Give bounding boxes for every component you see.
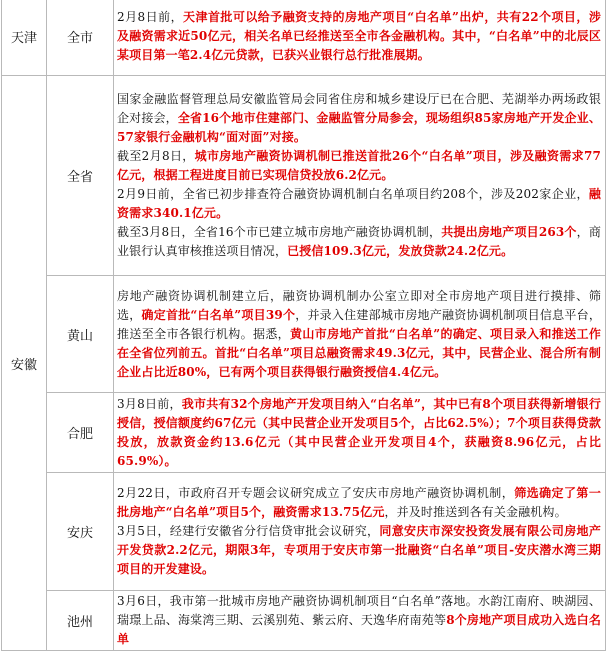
content-paragraph [117,90,601,147]
highlight-segment: 筛选确定了第一批房地产“白名单”项目5个，融资需求13.75亿元 [117,486,601,519]
highlight-segment: 全省16个地市住建部门、金融监管分局参会，现场组织85家房地产开发企业、57家银行金融机构“面对面”对接。 [117,111,601,144]
city-cell: 安庆 [47,473,114,591]
highlight-segment: 同意安庆市深安投资发展有限公司房地产开发贷款2.2亿元，期限3年，专项用于安庆市第一批融资“白名单”项目-安庆潜水湾三期项目的开发建设。 [117,524,602,576]
highlight-segment: 确定首批“白名单”项目39个 [141,307,296,322]
highlight-segment: 8个房地产项目成功入选白名单 [117,613,601,646]
city-cell: 全市 [47,0,114,76]
table-row-hefei [2,393,606,473]
text-segment: 3月6日，我市第一批城市房地产融资协调机制项目“白名单”落地。水韵江南府、映湖园、瑞璟上品、海棠湾三期、云溪别苑、紫云府、天逸华府南苑等 [117,594,601,627]
content-paragraph [117,484,601,522]
table-row-anqing [2,473,606,591]
city-cell: 黄山 [47,276,114,393]
highlight-segment: 我市共有32个房地产开发项目纳入“白名单”，其中已有8个项目获得新增银行授信，授信额度约67亿元（其中民营企业开发项目5个，占比62.5%）；7个项目获得贷款投放，放款资金约13.6亿元（其中民营企业开发项目4个，获融资8.96亿元，占比65.9%）。 [117,396,602,468]
text-segment: 2月9日前，全省已初步排查符合融资协调机制白名单项目约208个，涉及202家企业， [117,187,589,201]
text-segment: ，并及时推送到各有关金融机构。 [384,505,567,519]
content-paragraph [117,287,601,382]
content-cell-hefei [114,393,606,473]
content-cell-tianjin [114,0,606,76]
text-segment: 3月5日，经建行安徽省分行信贷审批会议研究， [117,524,380,538]
highlight-segment: 已授信109.3亿元，发放贷款24.2亿元。 [287,244,514,258]
table-row-tianjin [2,0,606,76]
table-row-chizhou [2,591,606,651]
city-cell: 池州 [47,591,114,651]
content-cell-chizhou [114,591,606,651]
city-cell: 合肥 [47,393,114,473]
table-row-anhui-province [2,76,606,276]
content-paragraph [117,223,601,261]
text-segment: 2月22日，市政府召开专题会议研究成立了安庆市房地产融资协调机制， [117,486,515,500]
text-segment: 房地产融资协调机制建立后，融资协调机制办公室立即对全市房地产项目进行摸排、筛选， [117,288,601,322]
highlight-segment: 黄山市房地产首批“白名单”的确定、项目录入和推送工作在全省位列前五。首批“白名单”项目总融资需求49.3亿元，其中，民营企业、混合所有制企业占比近80%，已有两个项目获得银行融资授信4.4亿元。 [117,326,601,379]
highlight-segment: 融资需求340.1亿元。 [117,187,601,220]
highlight-segment: 共提出房地产项目263个 [441,225,577,239]
table-row-huangshan [2,276,606,393]
content-paragraph [117,592,601,649]
text-segment: 国家金融监督管理总局安徽监管局会同省住房和城乡建设厅已在合肥、芜湖举办两场政银企对接会， [117,92,601,125]
content-paragraph [117,185,601,223]
text-segment: ，商业银行认真审核推送项目情况， [117,225,601,258]
province-cell: 安徽 [2,76,47,651]
content-paragraph [117,522,601,579]
highlight-segment: 天津首批可以给予融资支持的房地产项目“白名单”出炉，共有22个项目，涉及融资需求近50亿元，相关名单已经推送至全市各金融机构。其中，“白名单”中的北辰区某项目第一笔2.4亿元贷款，已获兴业银行总行批准展期。 [117,9,601,62]
content-cell-huangshan [114,276,606,393]
content-cell-anqing [114,473,606,591]
content-paragraph [117,8,601,65]
content-paragraph [117,395,601,471]
highlight-segment: 城市房地产融资协调机制已推送首批26个“白名单”项目，涉及融资需求77亿元，根据工程进度目前已实现信贷投放6.2亿元。 [117,149,601,182]
text-segment: 3月8日前， [117,396,182,411]
province-cell: 天津 [2,0,47,76]
city-cell: 全省 [47,76,114,276]
content-paragraph [117,147,601,185]
text-segment: 2月8日前， [117,9,184,24]
text-segment: 截至3月8日，全省16个市已建立城市房地产融资协调机制， [117,225,442,239]
content-cell-anhui-province [114,76,606,276]
text-segment: ，并录入住建部城市房地产融资协调机制项目信息平台，推送至全市各银行机构。据悉， [117,307,601,341]
policy-table [1,0,606,651]
text-segment: 截至2月8日， [117,149,195,163]
